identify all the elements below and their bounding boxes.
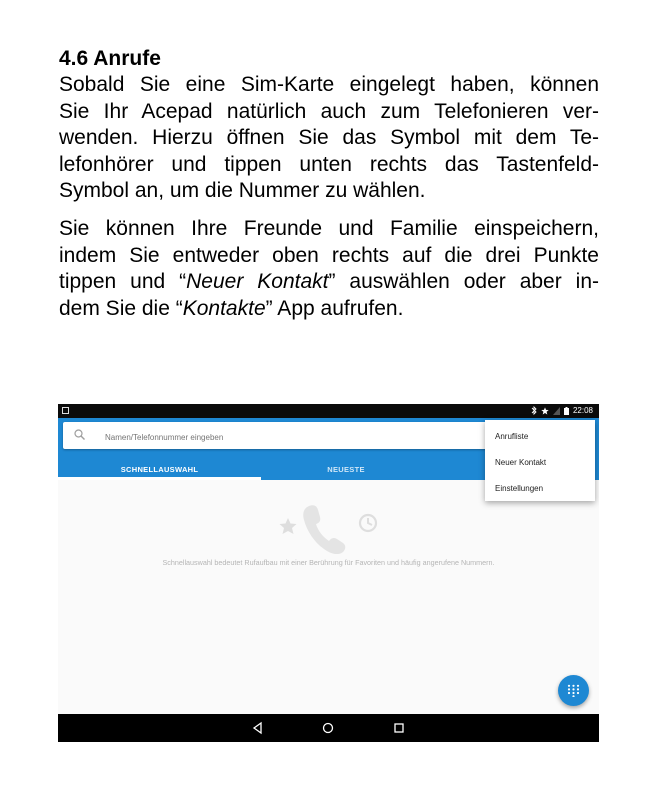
tab-neueste[interactable]: NEUESTE <box>327 465 365 474</box>
emphasis-neuer-kontakt: Neuer Kontakt <box>186 270 329 293</box>
recents-icon[interactable] <box>392 721 406 735</box>
empty-state-illustration <box>276 500 380 554</box>
menu-item-anrufliste[interactable]: Anrufliste <box>495 432 529 441</box>
overflow-menu <box>485 420 595 501</box>
text-line: indem Sie entweder oben rechts auf die drei Punkte <box>59 243 599 267</box>
star-icon <box>280 518 297 534</box>
empty-state-text: Schnellauswahl bedeutet Rufaufbau mit einer Berührung für Favoriten und häufig angerufene Nummern. <box>162 558 495 567</box>
menu-item-neuer-kontakt[interactable]: Neuer Kontakt <box>495 458 547 467</box>
text-line: lefonhörer und tippen unten rechts das Tastenfeld- <box>59 152 599 176</box>
star-icon <box>541 407 549 415</box>
tab-schnellauswahl[interactable]: SCHNELLAUSWAHL <box>120 465 199 474</box>
dialpad-button[interactable] <box>558 675 589 706</box>
tab-indicator <box>58 477 261 480</box>
dialpad-icon <box>567 684 580 697</box>
text-line: wenden. Hierzu öffnen Sie das Symbol mit dem Te- <box>59 126 599 149</box>
signal-icon <box>553 407 560 415</box>
text-line: Sie können Ihre Freunde und Familie einspeichern, <box>59 217 599 240</box>
paragraph-2 <box>59 216 599 322</box>
text-line: dem Sie die “Kontakte” App aufrufen. <box>59 296 404 320</box>
back-icon[interactable] <box>251 721 265 735</box>
status-bar <box>58 404 599 418</box>
status-time: 22:08 <box>572 406 593 415</box>
text-line: tippen und “Neuer Kontakt” auswählen oder aber in- <box>59 270 599 293</box>
paragraph-1 <box>59 72 599 205</box>
bluetooth-icon <box>531 406 537 415</box>
section-heading: 4.6 Anrufe <box>59 47 161 70</box>
text-line: Sobald Sie eine Sim-Karte eingelegt haben, können <box>59 73 599 96</box>
phone-icon <box>303 505 345 554</box>
search-input[interactable] <box>103 428 487 446</box>
dialer-screenshot <box>58 404 599 742</box>
emphasis-kontakte: Kontakte <box>182 296 266 320</box>
text-line: Sie Ihr Acepad natürlich auch zum Telefonieren ver- <box>59 99 599 123</box>
battery-icon <box>564 407 569 415</box>
text-line: Symbol an, um die Nummer zu wählen. <box>59 179 426 202</box>
navigation-bar <box>58 714 599 742</box>
search-icon[interactable] <box>73 428 87 442</box>
home-icon[interactable] <box>321 721 335 735</box>
menu-item-einstellungen[interactable]: Einstellungen <box>495 484 544 493</box>
sim-icon <box>62 407 69 414</box>
